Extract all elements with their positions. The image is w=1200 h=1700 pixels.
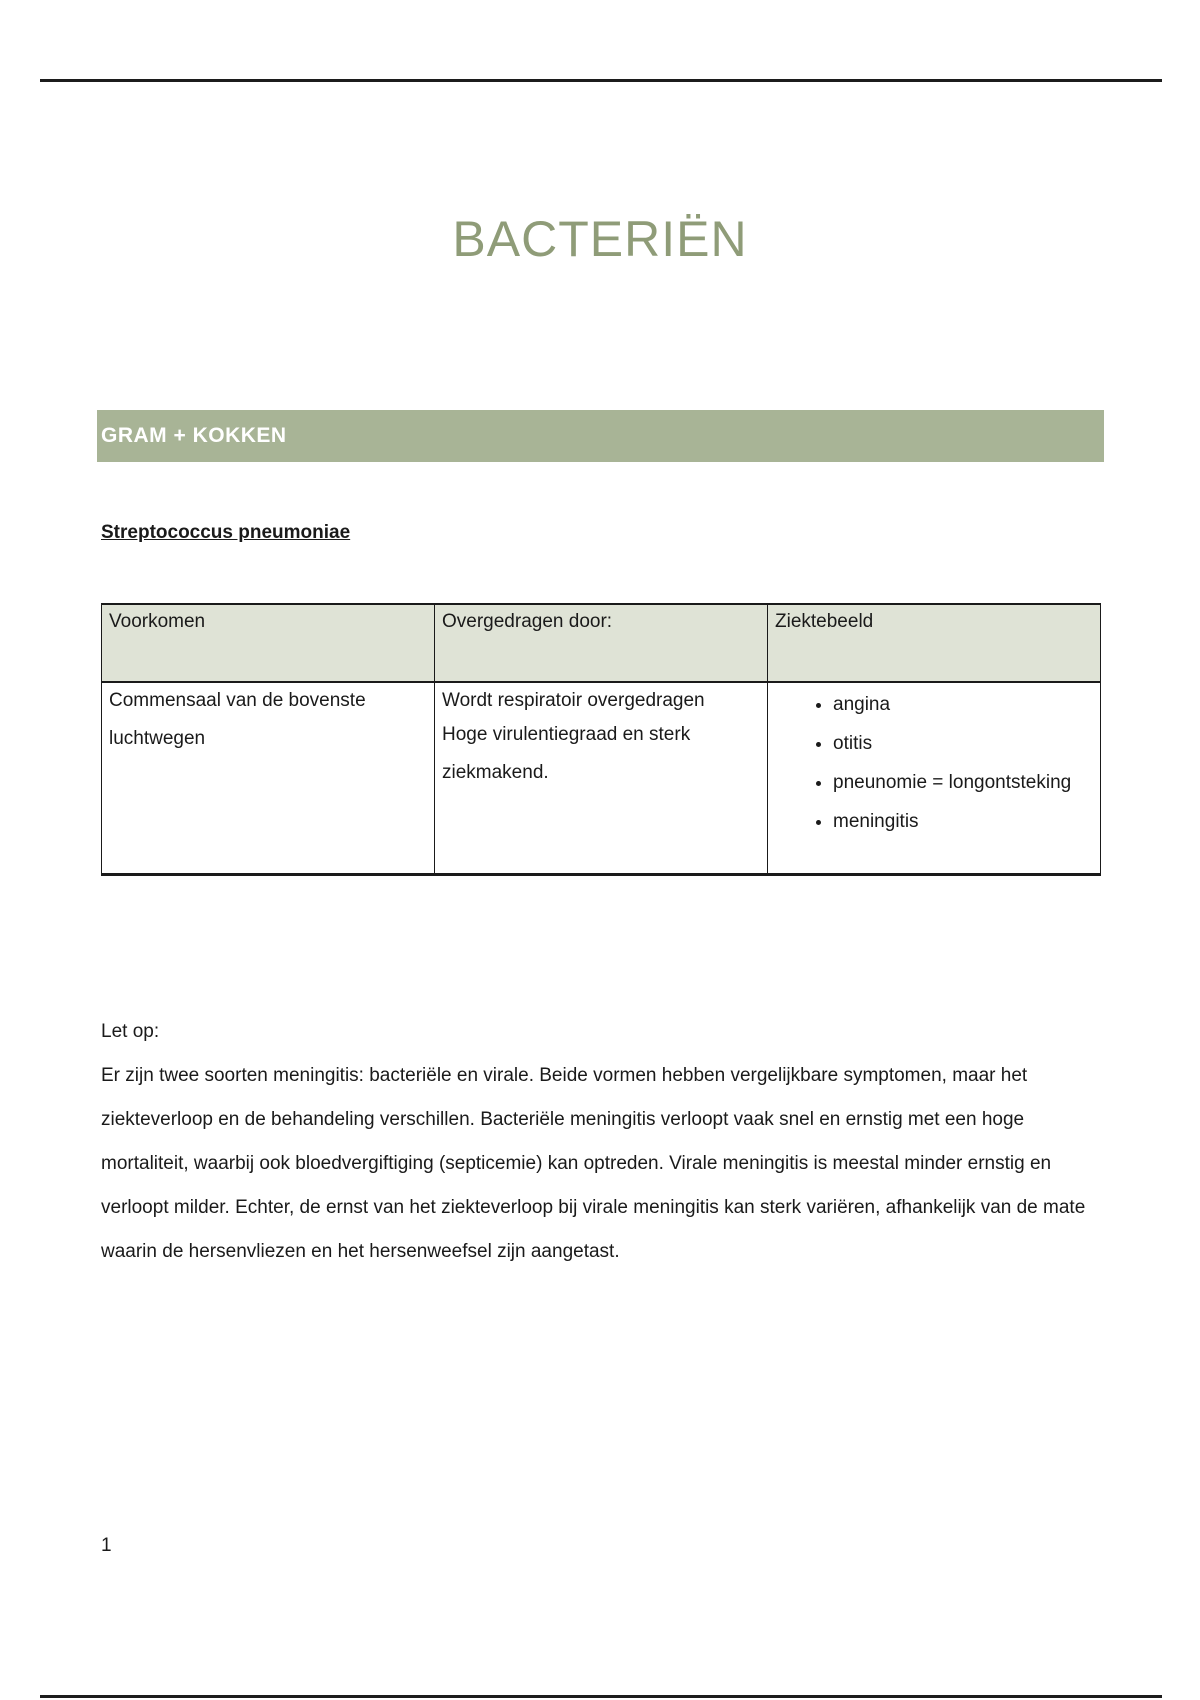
overgedragen-line-1: Wordt respiratoir overgedragen (442, 690, 705, 711)
header-cell-ziektebeeld: Ziektebeeld (768, 604, 1101, 682)
bacterium-subheading: Streptococcus pneumoniae (101, 522, 351, 543)
page-title: BACTERIËN (452, 211, 748, 267)
list-item: • otitis (833, 724, 1093, 763)
cell-overgedragen (435, 682, 768, 875)
header-cell-voorkomen: Voorkomen (102, 604, 435, 682)
table-row (102, 682, 1101, 875)
top-rule (40, 79, 1162, 82)
list-item: • meningitis (833, 802, 1093, 841)
cell-voorkomen (102, 682, 435, 875)
section-header-bar (97, 410, 1104, 462)
bacterium-info-table (101, 603, 1101, 876)
header-cell-overgedragen: Overgedragen door: (435, 604, 768, 682)
cell-ziektebeeld (768, 682, 1101, 875)
note-block (101, 1010, 1111, 1274)
list-item: • angina (833, 685, 1093, 724)
page-number: 1 (101, 1535, 112, 1556)
bottom-rule (40, 1695, 1162, 1698)
list-item: • pneunomie = longontsteking (833, 763, 1093, 802)
ziektebeeld-list (775, 685, 1093, 841)
table-header-row (102, 604, 1101, 682)
voorkomen-text: Commensaal van de bovenste luchtwegen (109, 690, 366, 749)
section-header-label: GRAM + KOKKEN (101, 424, 287, 447)
overgedragen-line-2: Hoge virulentiegraad en sterk ziekmakend. (442, 724, 691, 783)
note-paragraph: Er zijn twee soorten meningitis: bacteriële en virale. Beide vormen hebben vergelijkbare symptomen, maar het ziekteverloop en de behandeling verschillen. Bacteriële meningitis verloopt vaak snel en ernstig met een hoge mortaliteit, waarbij ook bloedvergiftiging (septicemie) kan optreden. Virale meningitis is meestal minder ernstig en verloopt milder. Echter, de ernst van het ziekteverloop bij virale meningitis kan sterk variëren, afhankelijk van de mate waarin de hersenvliezen en het hersenweefsel zijn aangetast. (101, 1065, 1086, 1262)
note-label: Let op: (101, 1021, 160, 1042)
